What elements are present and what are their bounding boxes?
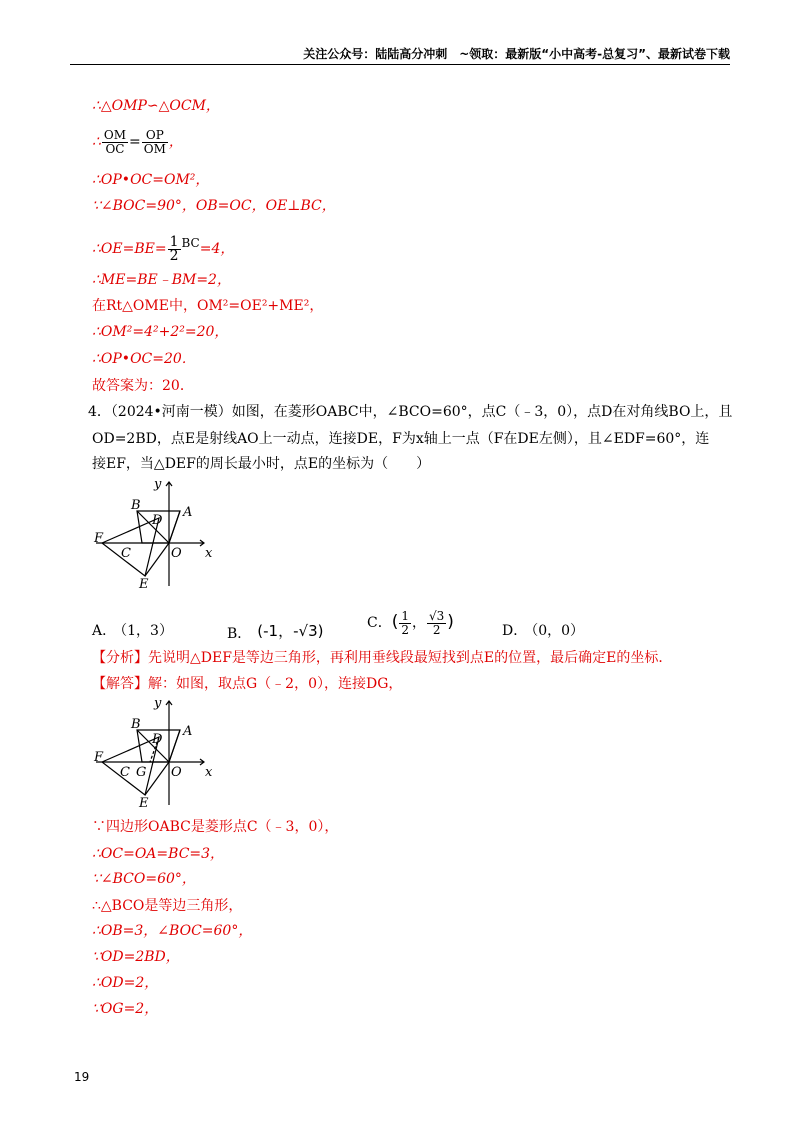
answer-line: 故答案为：20．: [92, 378, 194, 394]
solution-line: ∵OD=2BD，: [92, 949, 180, 965]
solution-line: ∴ME=BE﹣BM=2，: [92, 272, 231, 288]
solution-line: 在Rt△OME中，OM²=OE²+ME²，: [92, 298, 324, 314]
problem-statement-line: OD=2BD，点E是射线AO上一动点，连接DE，F为x轴上一点（F在DE左侧），且∠EDF=60°，连: [92, 431, 710, 447]
problem-statement-line: 4．（2024•河南一模）如图，在菱形OABC中，∠BCO=60°，点C（﹣3，0），点D在对角线BO上，且: [88, 404, 733, 420]
label-o: O: [171, 765, 182, 780]
solution-line: ∴△BCO是等边三角形，: [92, 898, 243, 914]
solution-line: ∴OP•OC=20．: [92, 351, 196, 367]
solution-line: ∴OD=2，: [92, 975, 159, 991]
option-d: D． （0，0）: [502, 623, 585, 639]
solution-line-fraction: ∴OE=BE= $\frac{1}{2}$ BC=4，: [92, 233, 235, 264]
label-f: F: [94, 750, 104, 765]
label-c: C: [120, 765, 130, 780]
option-b: B． (-1，-√3): [227, 622, 324, 642]
solution-line: ∵OG=2，: [92, 1001, 159, 1017]
solution-line: ∴OP•OC=OM²，: [92, 172, 210, 188]
label-c: C: [121, 546, 131, 561]
solution-line: ∴OB=3，∠BOC=60°，: [92, 923, 253, 939]
rhombus-figure-with-g: [92, 695, 222, 811]
label-e: E: [139, 796, 149, 811]
solution-line: ∴△OMP∽△OCM，: [92, 98, 220, 114]
fraction: $\frac{1}{2}$: [169, 233, 179, 264]
fraction: $\frac{1}{2}$: [401, 608, 409, 637]
solution-line-fraction: ∴ $\frac{OM}{OC}$ = $\frac{OP}{OM}$ ，: [92, 127, 183, 156]
option-c: C．( $\frac{1}{2}$ ， $\frac{√3}{2}$ ): [367, 608, 454, 637]
solution-line: ∴OM²=4²+2²=20，: [92, 324, 229, 340]
solution-line: ∵四边形OABC是菱形点C（﹣3，0），: [92, 819, 339, 835]
fraction: $\frac{OP}{OM}$: [143, 127, 166, 156]
label-x: x: [205, 765, 213, 780]
label-d: D: [152, 513, 163, 528]
segment-ao: [169, 730, 180, 762]
page-number: 19: [74, 1070, 90, 1084]
triangle-def: [102, 737, 159, 795]
solution-line: ∵∠BOC=90°，OB=OC，OE⊥BC，: [92, 198, 336, 214]
fraction: $\frac{√3}{2}$: [429, 608, 445, 637]
label-a: A: [183, 505, 193, 520]
page-header: 关注公众号：陆陆高分冲刺 ~领取：最新版“小中高考-总复习”、最新试卷下载: [70, 44, 730, 65]
label-d: D: [152, 732, 163, 747]
segment-ao: [169, 511, 180, 543]
label-y: y: [154, 477, 162, 492]
solution-line: ∴OC=OA=BC=3，: [92, 846, 225, 862]
label-a: A: [183, 724, 193, 739]
label-g: G: [136, 765, 147, 780]
fraction: $\frac{OM}{OC}$: [103, 127, 127, 156]
analysis-line: 【分析】先说明△DEF是等边三角形，再利用垂线段最短找到点E的位置，最后确定E的坐标．: [92, 650, 673, 666]
label-y: y: [154, 696, 162, 711]
problem-statement-line: 接EF，当△DEF的周长最小时，点E的坐标为（ ）: [92, 456, 431, 472]
solution-line: ∵∠BCO=60°，: [92, 871, 196, 887]
label-b: B: [131, 717, 141, 732]
label-o: O: [171, 546, 182, 561]
option-a: A． （1，3）: [92, 623, 173, 639]
therefore-symbol: ∴: [92, 134, 101, 150]
label-b: B: [131, 498, 141, 513]
label-f: F: [94, 531, 104, 546]
rhombus-figure: [92, 476, 222, 592]
label-x: x: [205, 546, 213, 561]
label-e: E: [139, 577, 149, 592]
solution-intro-line: 【解答】解：如图，取点G（﹣2，0），连接DG，: [92, 676, 403, 692]
